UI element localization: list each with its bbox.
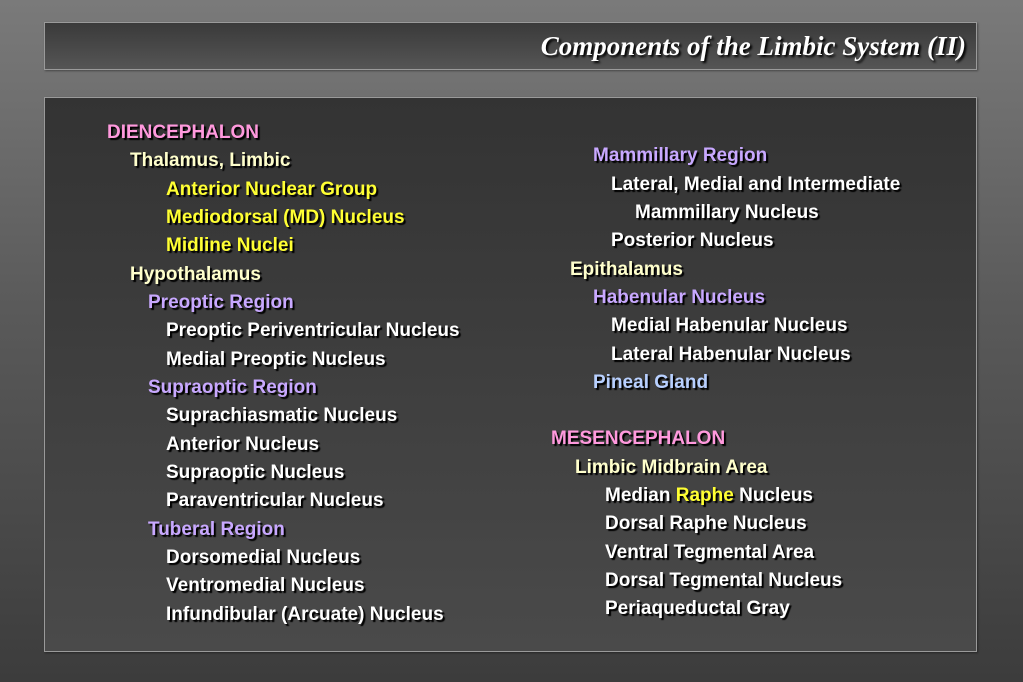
item-pineal-gland: Pineal Gland [593,372,709,393]
item-supraoptic-nucleus: Supraoptic Nucleus [166,462,345,483]
subheading-thalamus-limbic: Thalamus, Limbic [130,150,291,171]
content-panel [44,97,977,652]
region-mammillary: Mammillary Region [593,145,768,166]
item-preoptic-periventricular: Preoptic Periventricular Nucleus [166,320,460,341]
subheading-limbic-midbrain: Limbic Midbrain Area [575,457,768,478]
item-paraventricular: Paraventricular Nucleus [166,490,384,511]
item-medial-preoptic: Medial Preoptic Nucleus [166,349,386,370]
nucleus-text: Nucleus [733,485,814,506]
item-anterior-nucleus: Anterior Nucleus [166,434,320,455]
item-posterior-nucleus: Posterior Nucleus [611,230,774,251]
item-periaqueductal-gray: Periaqueductal Gray [605,598,790,619]
item-ventral-tegmental: Ventral Tegmental Area [605,542,815,563]
region-tuberal: Tuberal Region [148,519,285,540]
region-preoptic: Preoptic Region [148,292,294,313]
item-medial-habenular: Medial Habenular Nucleus [611,315,848,336]
item-suprachiasmatic: Suprachiasmatic Nucleus [166,405,398,426]
subheading-hypothalamus: Hypothalamus [130,264,261,285]
item-dorsal-raphe: Dorsal Raphe Nucleus [605,513,807,534]
item-ventromedial: Ventromedial Nucleus [166,575,365,596]
item-infundibular: Infundibular (Arcuate) Nucleus [166,604,444,625]
region-habenular: Habenular Nucleus [593,287,766,308]
item-mammillary-nucleus: Mammillary Nucleus [635,202,819,223]
item-dorsal-tegmental: Dorsal Tegmental Nucleus [605,570,843,591]
item-lateral-medial-intermediate: Lateral, Medial and Intermediate [611,174,901,195]
item-mediodorsal-nucleus: Mediodorsal (MD) Nucleus [166,207,405,228]
raphe-highlight: Raphe [675,485,734,506]
region-supraoptic: Supraoptic Region [148,377,317,398]
heading-mesencephalon: MESENCEPHALON [551,428,726,449]
item-midline-nuclei: Midline Nuclei [166,235,294,256]
item-anterior-nuclear-group: Anterior Nuclear Group [166,179,378,200]
item-dorsomedial: Dorsomedial Nucleus [166,547,361,568]
item-median-raphe-nucleus [605,485,813,507]
heading-diencephalon: DIENCEPHALON [107,122,260,143]
median-text: Median [605,485,676,506]
subheading-epithalamus: Epithalamus [570,259,683,280]
item-lateral-habenular: Lateral Habenular Nucleus [611,344,851,365]
slide-title: Components of the Limbic System (II) [540,31,966,61]
title-bar [44,22,977,70]
